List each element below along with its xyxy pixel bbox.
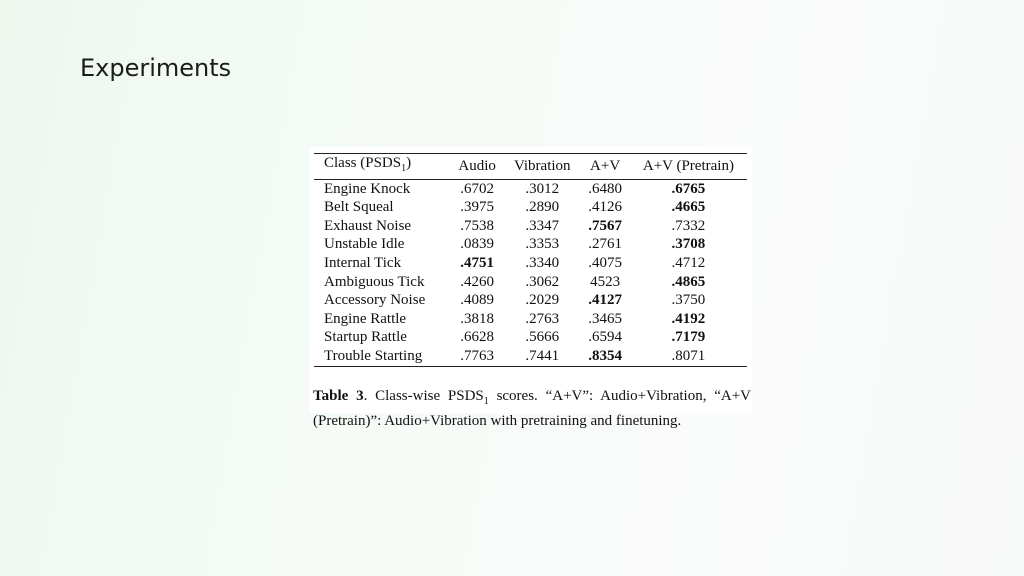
cell-av: .6480 [588,180,622,197]
cell-vibration: .3340 [525,254,560,271]
cell-av-pretrain: .6765 [671,180,706,197]
cell-audio: .7538 [460,217,495,234]
cell-vibration: .3353 [525,236,560,253]
cell-vibration: .3347 [525,217,560,234]
table-figure [309,147,752,429]
row-label: Engine Rattle [324,310,407,327]
row-label: Unstable Idle [324,236,405,253]
table-row [314,328,747,347]
cell-audio: .6702 [460,180,495,197]
psds-table [314,153,747,367]
header-vibration: Vibration [513,158,571,174]
cell-av: .8354 [588,347,622,364]
table-caption [313,387,751,430]
header-class-text: Class (PSDS [324,155,402,171]
table-row [314,273,747,292]
table-body [314,179,747,366]
row-label: Internal Tick [324,254,402,271]
cell-av: .3465 [588,310,622,327]
cell-audio: .3818 [460,310,495,327]
table-row [314,347,747,366]
slide-title: Experiments [80,54,232,82]
caption-label: Table 3 [313,388,364,404]
cell-vibration: .2763 [525,310,560,327]
cell-audio: .3975 [460,199,495,216]
cell-audio: .7763 [460,347,495,364]
row-label: Exhaust Noise [324,217,412,234]
table-row [314,254,747,273]
cell-av: .4126 [588,199,622,216]
row-label: Engine Knock [324,180,411,197]
table-header-row [314,154,747,180]
cell-av-pretrain: .7332 [671,217,706,234]
cell-av-pretrain: .8071 [671,347,706,364]
row-label: Ambiguous Tick [324,273,425,290]
table-row [314,235,747,254]
cell-av-pretrain: .7179 [671,329,706,346]
cell-audio: .0839 [460,236,495,253]
cell-audio: .4260 [460,273,495,290]
caption-text-pre: . Class-wise PSDS [363,388,484,404]
cell-vibration: .3012 [525,180,560,197]
row-label: Trouble Starting [324,347,423,364]
cell-av: .2761 [588,236,622,253]
cell-av-pretrain: .3708 [671,236,706,253]
cell-av-pretrain: .3750 [671,292,706,309]
table-row [314,179,747,198]
header-audio: Audio [458,158,496,174]
table-row [314,217,747,236]
table-row [314,198,747,217]
cell-av: .6594 [588,329,622,346]
cell-vibration: .7441 [525,347,560,364]
cell-av: .7567 [588,217,622,234]
cell-vibration: .3062 [525,273,560,290]
cell-av-pretrain: .4712 [671,254,706,271]
cell-vibration: .2029 [525,292,560,309]
cell-audio: .4751 [460,254,495,271]
table-row [314,291,747,310]
row-label: Accessory Noise [324,292,426,309]
caption-text-post: scores. “A+V”: Audio+Vibration, “A+V (Pretrain)”: Audio+Vibration with pretraining and finetuning. [313,388,752,429]
header-av-pretrain: A+V (Pretrain) [642,158,734,174]
cell-av: .4075 [588,254,622,271]
cell-audio: .4089 [460,292,495,309]
cell-av: 4523 [590,273,621,290]
row-label: Belt Squeal [324,199,394,216]
row-label: Startup Rattle [324,329,407,346]
cell-av-pretrain: .4665 [671,199,706,216]
cell-vibration: .2890 [525,199,560,216]
cell-av-pretrain: .4192 [671,310,706,327]
header-class-subscript: 1 [401,163,407,174]
caption-subscript: 1 [483,396,489,407]
header-av: A+V [590,158,621,174]
header-class [314,154,450,180]
header-class-close: ) [406,155,412,171]
cell-av: .4127 [588,292,622,309]
table-row [314,310,747,329]
cell-av-pretrain: .4865 [671,273,706,290]
cell-vibration: .5666 [525,329,560,346]
cell-audio: .6628 [460,329,495,346]
